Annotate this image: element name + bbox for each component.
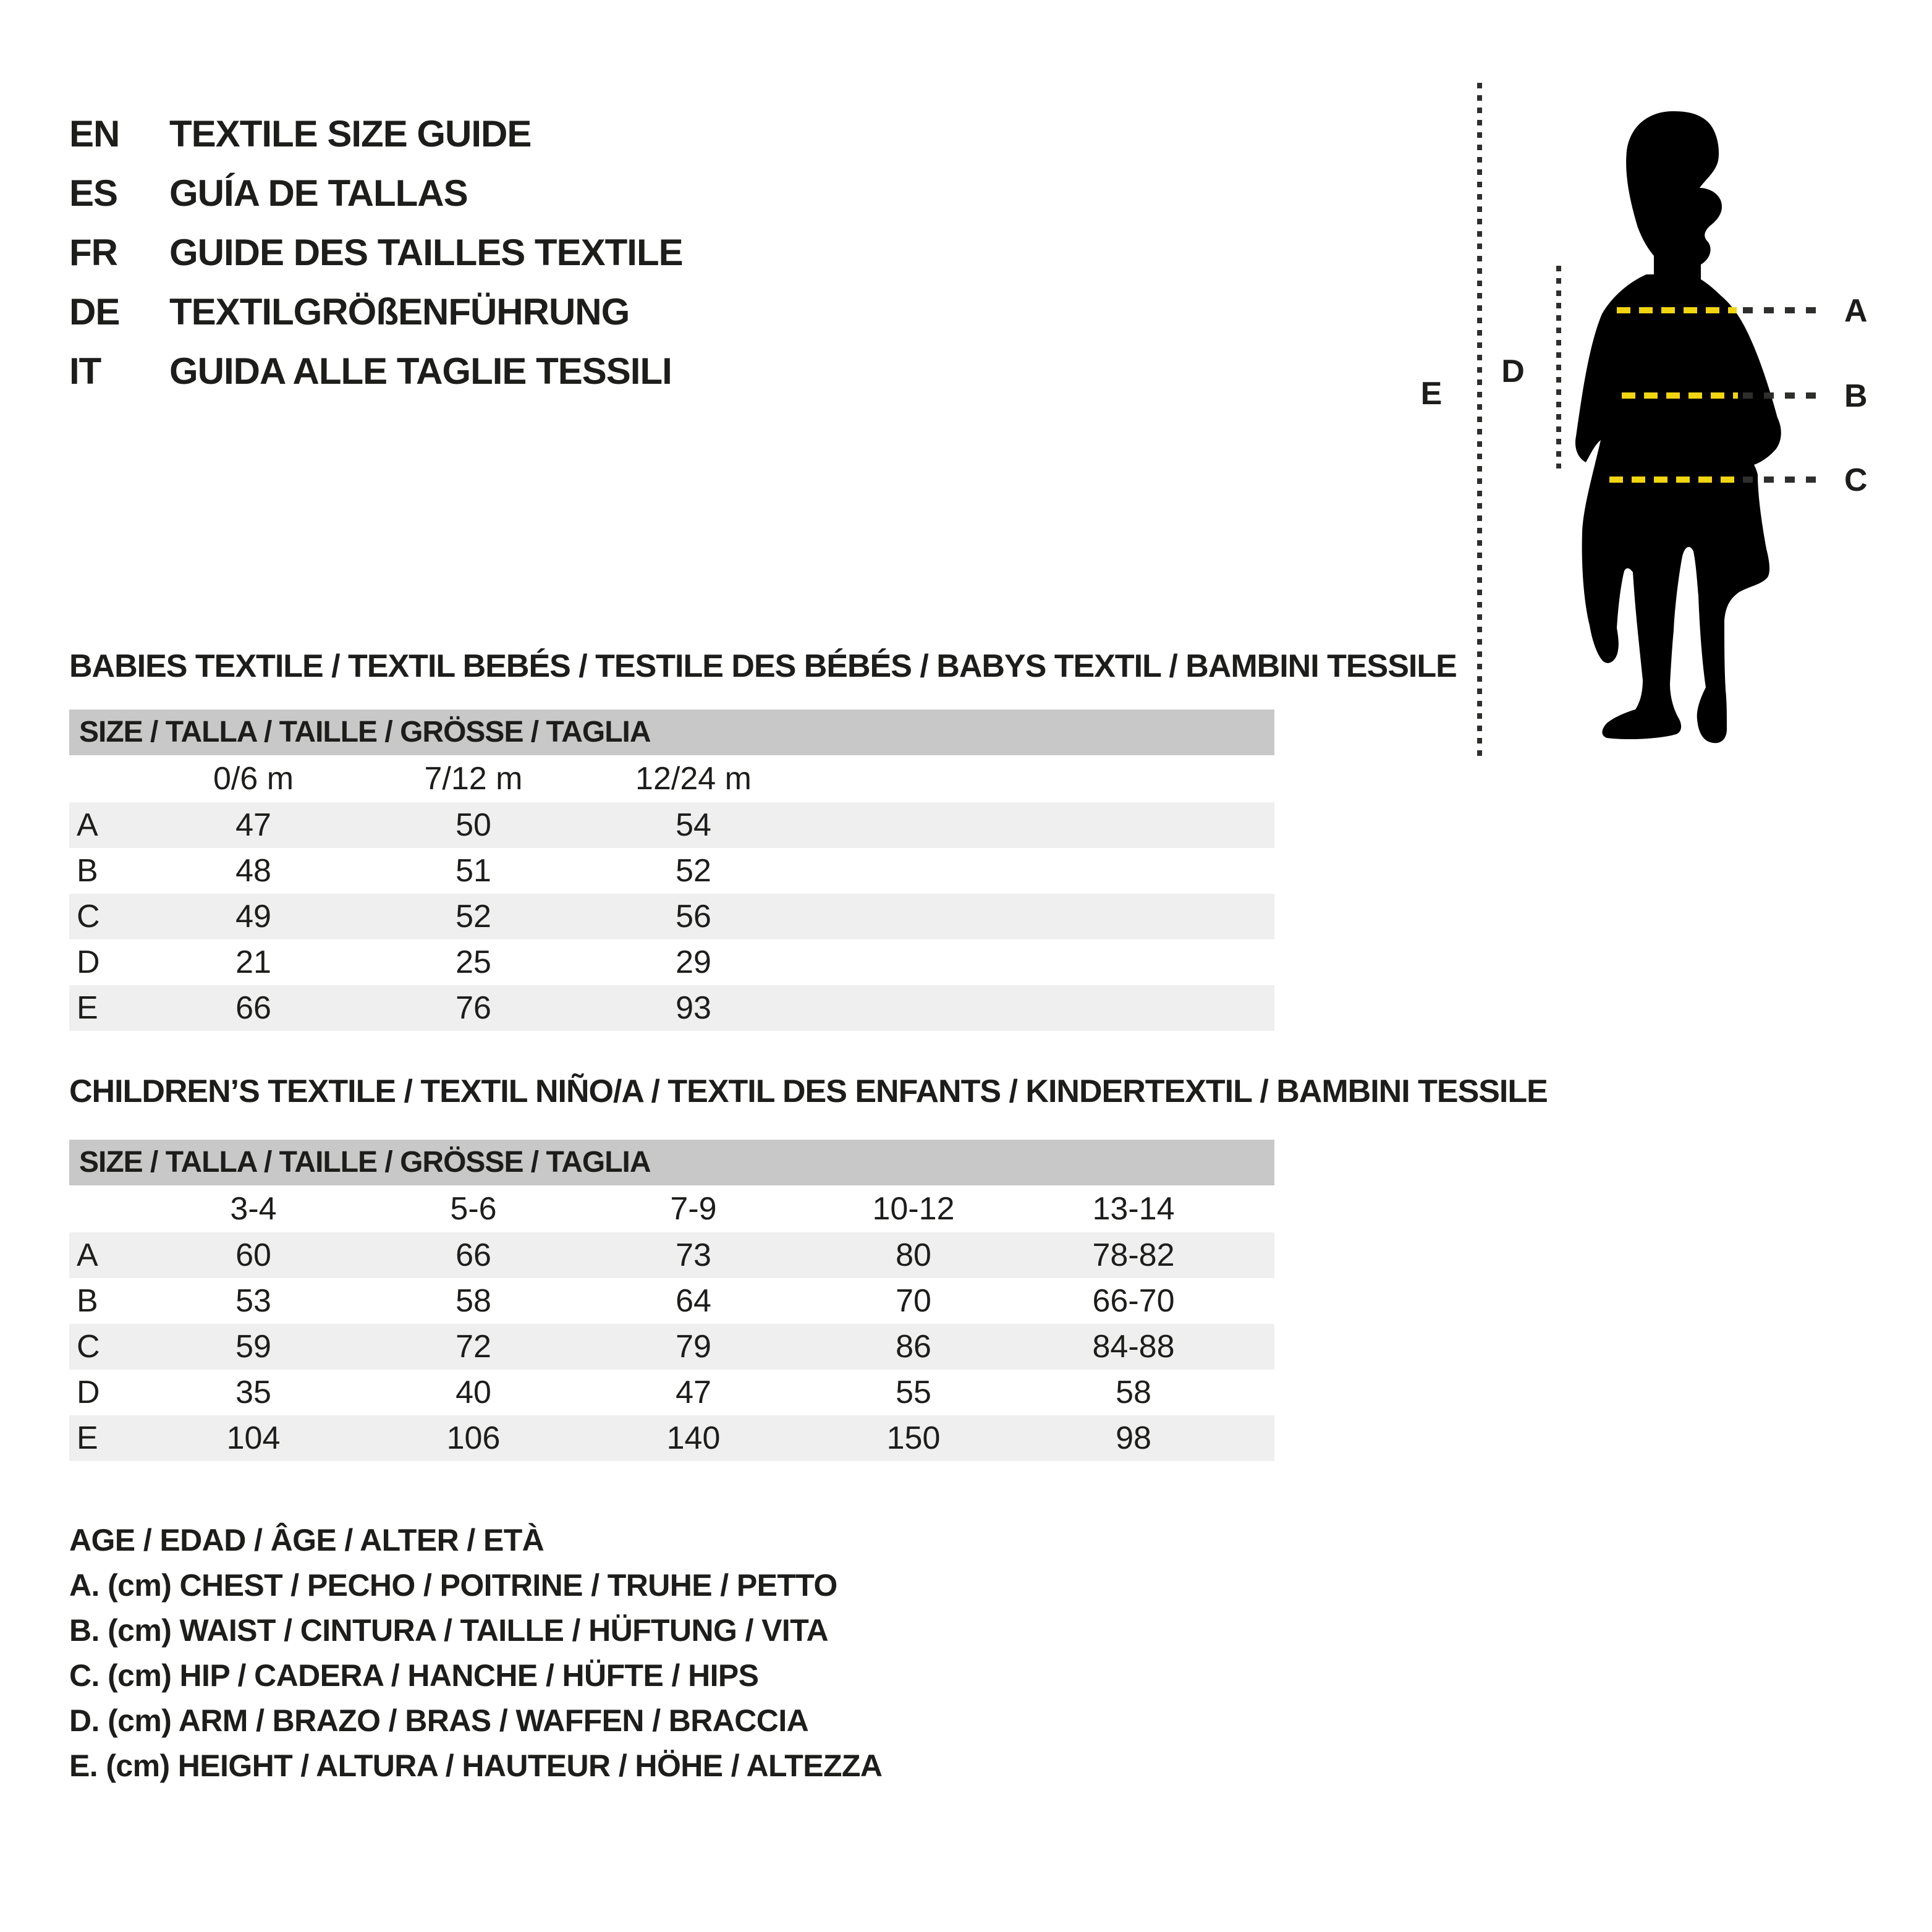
babies-column-header-row (69, 755, 1274, 802)
cell-value: 59 (235, 1329, 271, 1365)
table-row (69, 1370, 1274, 1415)
lang-row-de (69, 282, 683, 341)
legend-chest: A. (cm) CHEST / PECHO / POITRINE / TRUHE / PETTO (69, 1568, 837, 1603)
babies-size-table (69, 710, 1274, 1031)
cell-value: 80 (896, 1237, 931, 1273)
cell-value: 106 (446, 1420, 501, 1456)
cell-value: 58 (1116, 1375, 1151, 1410)
cell-value: 56 (676, 899, 711, 934)
children-section-title: CHILDREN’S TEXTILE / TEXTIL NIÑO/A / TEXTIL DES ENFANTS / KINDERTEXTIL / BAMBINI TESSILE (69, 1074, 1548, 1109)
babies-col-12-24m: 12/24 m (635, 761, 752, 797)
language-title-list (69, 104, 683, 400)
babies-col-7-12m: 7/12 m (424, 761, 523, 797)
lang-title-es: GUÍA DE TALLAS (169, 172, 468, 214)
cell-value: 53 (235, 1283, 271, 1319)
lang-title-it: GUIDA ALLE TAGLIE TESSILI (169, 350, 672, 392)
cell-value: 58 (455, 1283, 491, 1319)
table-row (69, 1415, 1274, 1461)
measurement-legend (69, 1518, 882, 1789)
children-col-5-6: 5-6 (450, 1191, 497, 1227)
cell-value: 93 (676, 990, 711, 1026)
figure-label-a: A (1844, 293, 1868, 329)
cell-value: 29 (676, 944, 711, 980)
figure-label-b: B (1844, 378, 1868, 414)
table-row (69, 802, 1274, 848)
babies-col-0-6m: 0/6 m (213, 761, 294, 797)
table-row (69, 848, 1274, 894)
lang-code-fr: FR (69, 231, 117, 273)
children-col-7-9: 7-9 (670, 1191, 717, 1227)
row-label: B (77, 1283, 98, 1319)
cell-value: 25 (455, 944, 491, 980)
child-body-silhouette (1575, 274, 1781, 743)
cell-value: 52 (676, 853, 711, 889)
cell-value: 73 (676, 1237, 711, 1273)
legend-age: AGE / EDAD / ÂGE / ALTER / ETÀ (69, 1523, 544, 1557)
lang-title-en: TEXTILE SIZE GUIDE (169, 112, 532, 155)
cell-value: 55 (896, 1375, 931, 1410)
child-silhouette-figure (1384, 62, 1932, 779)
cell-value: 70 (896, 1283, 931, 1319)
legend-hip: C. (cm) HIP / CADERA / HANCHE / HÜFTE / HIPS (69, 1658, 759, 1693)
cell-value: 76 (455, 990, 491, 1026)
cell-value: 66 (455, 1237, 491, 1273)
legend-arm: D. (cm) ARM / BRAZO / BRAS / WAFFEN / BRACCIA (69, 1703, 809, 1738)
cell-value: 40 (455, 1375, 491, 1410)
children-col-13-14: 13-14 (1092, 1191, 1175, 1227)
cell-value: 79 (676, 1329, 711, 1365)
row-label: B (77, 853, 98, 889)
lang-code-de: DE (69, 290, 120, 333)
figure-label-e: E (1420, 376, 1443, 412)
cell-value: 47 (676, 1375, 711, 1410)
cell-value: 50 (455, 807, 491, 843)
cell-value: 150 (886, 1420, 941, 1456)
table-row (69, 1278, 1274, 1324)
cell-value: 60 (235, 1237, 271, 1273)
cell-value: 66 (235, 990, 271, 1026)
cell-value: 64 (676, 1283, 711, 1319)
cell-value: 84-88 (1092, 1329, 1175, 1365)
table-row (69, 985, 1274, 1031)
legend-height: E. (cm) HEIGHT / ALTURA / HAUTEUR / HÖHE / ALTEZZA (69, 1748, 883, 1783)
row-label: D (77, 944, 100, 980)
table-row (69, 1324, 1274, 1370)
cell-value: 47 (235, 807, 271, 843)
children-size-header-bar: SIZE / TALLA / TAILLE / GRÖSSE / TAGLIA (69, 1140, 1274, 1185)
row-label: C (77, 899, 100, 934)
cell-value: 66-70 (1092, 1283, 1175, 1319)
cell-value: 72 (455, 1329, 491, 1365)
figure-label-c: C (1844, 462, 1868, 498)
lang-code-es: ES (69, 172, 118, 214)
cell-value: 51 (455, 853, 491, 889)
row-label: C (77, 1329, 100, 1365)
table-row (69, 894, 1274, 939)
cell-value: 140 (666, 1420, 721, 1456)
lang-row-fr (69, 222, 683, 282)
lang-row-it (69, 341, 683, 400)
cell-value: 104 (226, 1420, 281, 1456)
cell-value: 49 (235, 899, 271, 934)
babies-size-header-bar: SIZE / TALLA / TAILLE / GRÖSSE / TAGLIA (69, 710, 1274, 755)
cell-value: 52 (455, 899, 491, 934)
measurement-diagram (1384, 62, 1932, 779)
cell-value: 78-82 (1092, 1237, 1175, 1273)
children-size-table (69, 1140, 1274, 1461)
lang-code-en: EN (69, 112, 120, 155)
lang-row-es (69, 163, 683, 222)
cell-value: 48 (235, 853, 271, 889)
figure-label-d: D (1501, 354, 1525, 389)
lang-row-en (69, 104, 683, 163)
children-column-header-row (69, 1185, 1274, 1232)
lang-title-de: TEXTILGRÖßENFÜHRUNG (169, 290, 630, 333)
children-col-10-12: 10-12 (872, 1191, 955, 1227)
lang-title-fr: GUIDE DES TAILLES TEXTILE (169, 231, 683, 273)
row-label: D (77, 1375, 100, 1410)
table-row (69, 1232, 1274, 1278)
cell-value: 35 (235, 1375, 271, 1410)
legend-waist: B. (cm) WAIST / CINTURA / TAILLE / HÜFTUNG / VITA (69, 1613, 828, 1648)
lang-code-it: IT (69, 350, 101, 392)
row-label: A (77, 1237, 98, 1273)
babies-section-title: BABIES TEXTILE / TEXTIL BEBÉS / TESTILE DES BÉBÉS / BABYS TEXTIL / BAMBINI TESSILE (69, 648, 1457, 684)
cell-value: 21 (235, 944, 271, 980)
row-label: E (77, 990, 98, 1026)
row-label: E (77, 1420, 98, 1456)
cell-value: 54 (676, 807, 711, 843)
children-col-3-4: 3-4 (230, 1191, 277, 1227)
cell-value: 86 (896, 1329, 931, 1365)
row-label: A (77, 807, 98, 843)
cell-value: 98 (1116, 1420, 1151, 1456)
table-row (69, 939, 1274, 985)
